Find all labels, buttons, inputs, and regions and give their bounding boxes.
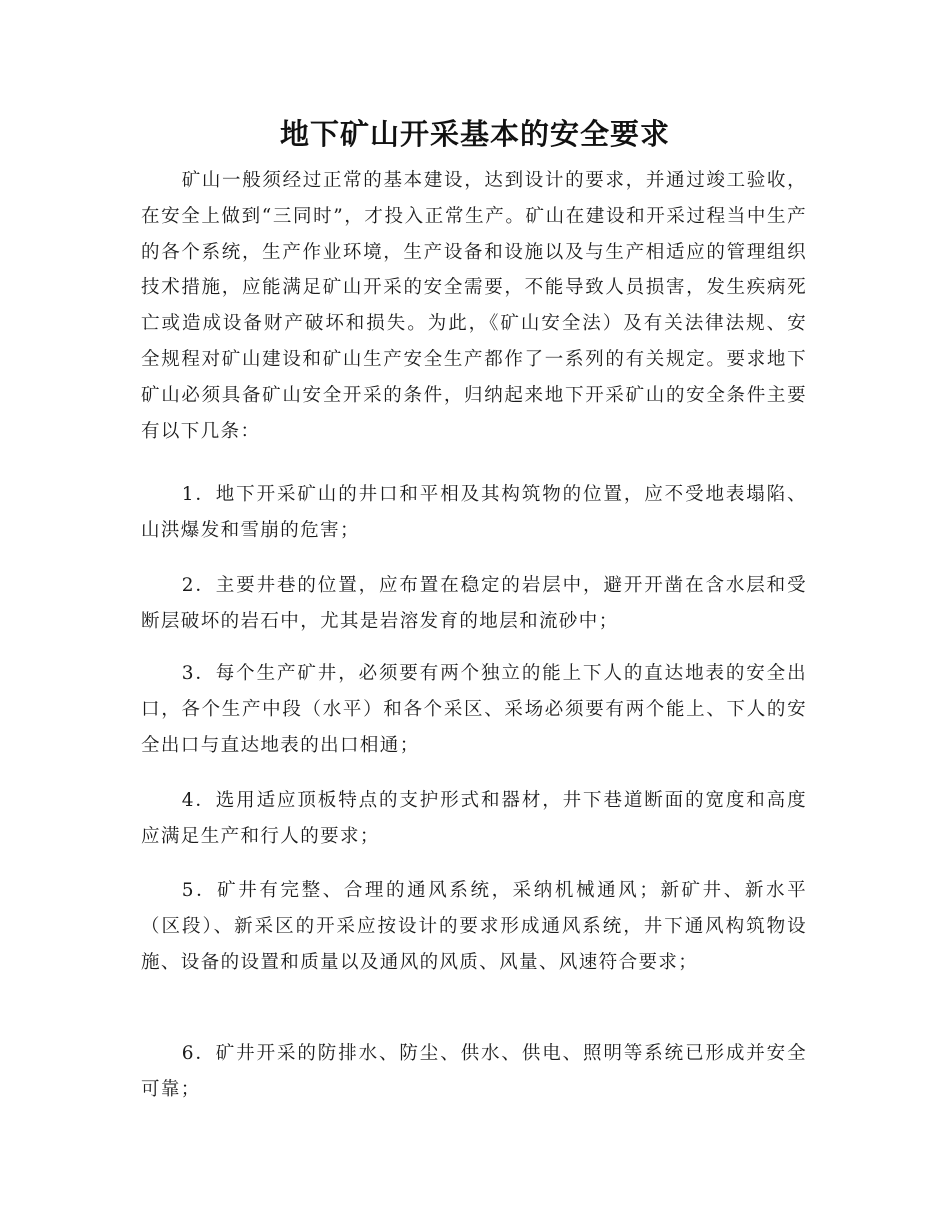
requirement-item-2: 2．主要井巷的位置，应布置在稳定的岩层中，避开开凿在含水层和受断层破坏的岩石中，尤其是岩溶发育的地层和流砂中； (141, 575, 807, 632)
requirement-item-6: 6．矿井开采的防排水、防尘、供水、供电、照明等系统已形成并安全可靠； (141, 1043, 807, 1100)
requirement-item-5: 5．矿井有完整、合理的通风系统，采纳机械通风；新矿井、新水平（区段）、新采区的开采应按设计的要求形成通风系统，井下通风构筑物设施、设备的设置和质量以及通风的风质、风量、风速符合要求； (141, 880, 807, 973)
requirement-item-1: 1．地下开采矿山的井口和平相及其构筑物的位置，应不受地表塌陷、山洪爆发和雪崩的危害； (141, 484, 807, 541)
requirement-item-3: 3．每个生产矿井，必须要有两个独立的能上下人的直达地表的安全出口，各个生产中段（水平）和各个采区、采场必须要有两个能上、下人的安全出口与直达地表的出口相通； (141, 663, 807, 756)
intro-paragraph: 矿山一般须经过正常的基本建设，达到设计的要求，并通过竣工验收，在安全上做到“三同时”，才投入正常生产。矿山在建设和开采过程当中生产的各个系统，生产作业环境，生产设备和设施以及与生产相适应的管理组织技术措施，应能满足矿山开采的安全需要，不能导致人员损害，发生疾病死亡或造成设备财产破坏和损失。为此，《矿山安全法）及有关法律法规、安全规程对矿山建设和矿山生产安全生产都作了一系列的有关规定。要求地下矿山必须具备矿山安全开采的条件，归纳起来地下开采矿山的安全条件主要有以下几条： (141, 170, 807, 442)
requirement-item-4: 4．选用适应顶板特点的支护形式和器材，井下巷道断面的宽度和高度应满足生产和行人的要求； (141, 790, 807, 847)
document-title: 地下矿山开采基本的安全要求 (279, 117, 670, 151)
